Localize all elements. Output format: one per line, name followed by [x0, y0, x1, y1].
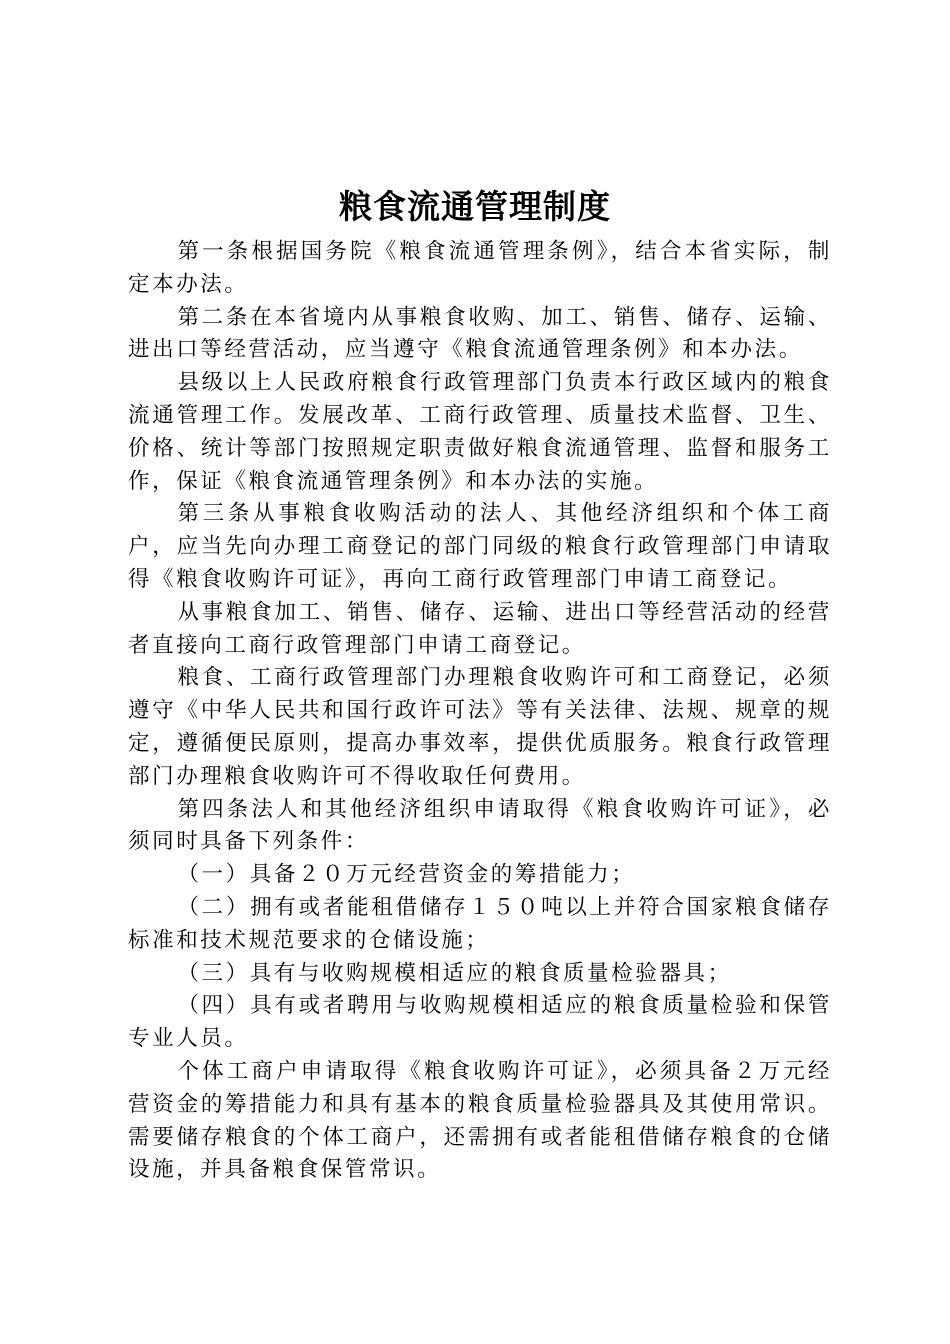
article-2-responsibility-paragraph: 县级以上人民政府粮食行政管理部门负责本行政区域内的粮食流通管理工作。发展改革、工商行政管理、质量技术监督、卫生、价格、统计等部门按照规定职责做好粮食流通管理、监督和服务工作，保证《粮食流通管理条例》和本办法的实施。	[128, 370, 832, 494]
condition-item-2: （二）拥有或者能租借储存１５０吨以上并符合国家粮食储存标准和技术规范要求的仓储设施；	[128, 894, 832, 953]
condition-item-3: （三）具有与收购规模相适应的粮食质量检验器具；	[177, 960, 732, 986]
article-2-paragraph: 第二条在本省境内从事粮食收购、加工、销售、储存、运输、进出口等经营活动，应当遵守《粮食流通管理条例》和本办法。	[128, 304, 832, 363]
article-4-paragraph: 第四条法人和其他经济组织申请取得《粮食收购许可证》，必须同时具备下列条件：	[128, 796, 832, 855]
condition-item-4: （四）具有或者聘用与收购规模相适应的粮食质量检验和保管专业人员。	[128, 993, 832, 1052]
article-1-paragraph: 第一条根据国务院《粮食流通管理条例》，结合本省实际，制定本办法。	[128, 239, 832, 297]
individual-business-paragraph: 个体工商户申请取得《粮食收购许可证》，必须具备２万元经营资金的筹措能力和具有基本的粮食质量检验器具及其使用常识。需要储存粮食的个体工商户，还需拥有或者能租借储存粮食的仓储设施，并具备粮食保管常识。	[128, 1058, 832, 1183]
document-title: 粮食流通管理制度	[339, 187, 611, 226]
article-3-other-operators-paragraph: 从事粮食加工、销售、储存、运输、进出口等经营活动的经营者直接向工商行政管理部门申请工商登记。	[128, 599, 832, 658]
document-body	[128, 236, 832, 1187]
condition-item-1: （一）具备２０万元经营资金的筹措能力；	[177, 862, 636, 888]
article-3-paragraph: 第三条从事粮食收购活动的法人、其他经济组织和个体工商户，应当先向办理工商登记的部门同级的粮食行政管理部门申请取得《粮食收购许可证》，再向工商行政管理部门申请工商登记。	[128, 501, 832, 592]
article-3-licensing-rules-paragraph: 粮食、工商行政管理部门办理粮食收购许可和工商登记，必须遵守《中华人民共和国行政许可法》等有关法律、法规、规章的规定，遵循便民原则，提高办事效率，提供优质服务。粮食行政管理部门办理粮食收购许可不得收取任何费用。	[128, 665, 832, 789]
